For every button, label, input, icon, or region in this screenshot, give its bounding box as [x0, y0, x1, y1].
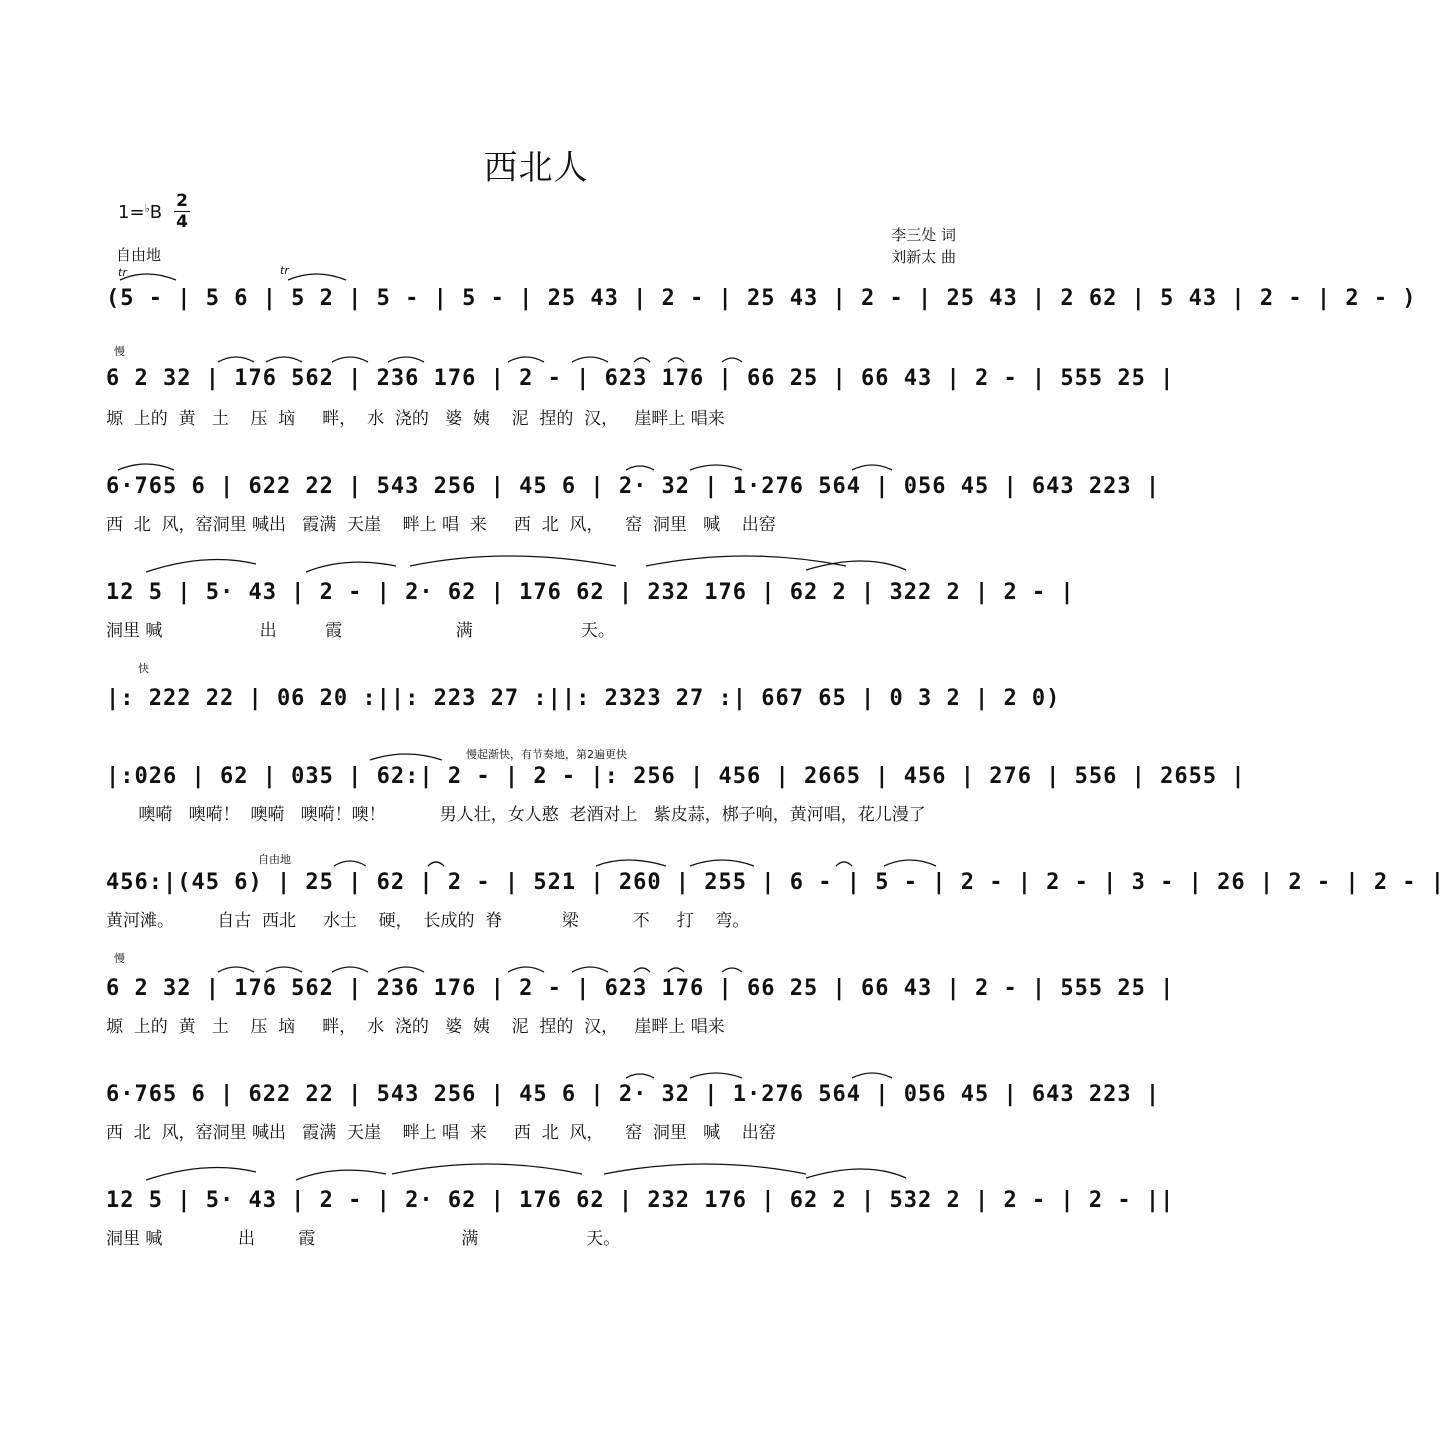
time-numerator: 2: [176, 191, 188, 211]
song-title: 西北人: [483, 148, 589, 188]
key-prefix: 1=: [118, 202, 145, 223]
lyrics-line-6: 噢嗬 噢嗬！ 噢嗬 噢嗬！噢！ 男人壮，女人憨 老酒对上 紫皮蒜，梆子响，黄河唱，花儿漫了: [106, 805, 926, 825]
lyrics-line-9: 西 北 风，窑洞里 喊出 霞满 天崖 畔上 唱 来 西 北 风， 窑 洞里 喊 出窑: [106, 1123, 776, 1143]
melody-line-6: |:026 | 62 | 035 | 62:| 2 - | 2 - |: 256 | 456 | 2665 | 456 | 276 | 556 | 2655 |: [106, 764, 1246, 789]
lyrics-line-10: 洞里 喊 出 霞 满 天。: [106, 1229, 621, 1249]
staff-row-2: [106, 364, 1175, 429]
staff-row-4: [106, 578, 1075, 641]
key-note: B: [149, 202, 163, 223]
lyrics-line-3: 西 北 风，窑洞里 喊出 霞满 天崖 畔上 唱 来 西 北 风， 窑 洞里 喊 出窑: [106, 515, 776, 535]
staff-row-9: [106, 1080, 1161, 1143]
tempo-mark-intro: 自由地: [116, 246, 162, 264]
tempo-mark-slow-1: 慢: [114, 345, 125, 358]
melody-line-2: 6 2 32 | 176 562 | 236 176 | 2 - | 623 176 | 66 25 | 66 43 | 2 - | 555 25 |: [106, 366, 1175, 391]
tempo-mark-fast: 快: [138, 662, 149, 675]
tempo-mark-accel: 慢起渐快，有节奏地，第2遍更快: [466, 748, 627, 761]
melody-line-5: |: 222 22 | 06 20 :||: 223 27 :||: 2323 27 :| 667 65 | 0 3 2 | 2 0): [106, 686, 1061, 711]
time-signature: [174, 192, 190, 231]
flat-sign: ♭: [144, 202, 150, 215]
tempo-mark-slow-2: 慢: [114, 952, 125, 965]
trill-mark-2: tr: [280, 264, 289, 277]
lyrics-line-7: 黄河滩。 自古 西北 水土 硬， 长成的 脊 梁 不 打 弯。: [106, 911, 750, 931]
staff-row-7: [106, 868, 1445, 931]
melody-line-1: (5 - | 5 6 | 5 2 | 5 - | 5 - | 25 43 | 2 - | 25 43 | 2 - | 25 43 | 2 62 | 5 43 | 2 - | 2 - ): [106, 286, 1417, 311]
staff-row-10: [106, 1186, 1175, 1249]
staff-row-5: [106, 684, 1061, 724]
lyrics-line-4: 洞里 喊 出 霞 满 天。: [106, 621, 615, 641]
tempo-mark-free-2: 自由地: [258, 853, 291, 866]
melody-line-8: 6 2 32 | 176 562 | 236 176 | 2 - | 623 176 | 66 25 | 66 43 | 2 - | 555 25 |: [106, 976, 1175, 1001]
lyrics-line-8: 塬 上的 黄 土 压 垴 畔， 水 浇的 婆 姨 泥 捏的 汉， 崖畔上 唱来: [106, 1017, 725, 1037]
melody-line-4: 12 5 | 5· 43 | 2 - | 2· 62 | 176 62 | 232 176 | 62 2 | 322 2 | 2 - |: [106, 580, 1075, 605]
staff-row-6: [106, 762, 1246, 825]
melody-line-7: 456:|(45 6) | 25 | 62 | 2 - | 521 | 260 | 255 | 6 - | 5 - | 2 - | 2 - | 3 - | 26 | 2 - | 2 - |: [106, 870, 1445, 895]
staff-row-8: [106, 974, 1175, 1037]
key-signature: [118, 202, 162, 223]
melody-line-3: 6·765 6 | 622 22 | 543 256 | 45 6 | 2· 32 | 1·276 564 | 056 45 | 643 223 |: [106, 474, 1161, 499]
lyrics-line-2: 塬 上的 黄 土 压 垴 畔， 水 浇的 婆 姨 泥 捏的 汉， 崖畔上 唱来: [106, 409, 725, 429]
time-denominator: 4: [176, 212, 188, 232]
staff-row-3: [106, 472, 1161, 535]
melody-line-10: 12 5 | 5· 43 | 2 - | 2· 62 | 176 62 | 232 176 | 62 2 | 532 2 | 2 - | 2 - ||: [106, 1188, 1175, 1213]
trill-mark-1: tr: [118, 266, 127, 279]
composer-credit: 刘新太 曲: [891, 248, 956, 266]
staff-row-1: [106, 284, 1417, 324]
lyricist-credit: 李三处 词: [891, 226, 956, 244]
melody-line-9: 6·765 6 | 622 22 | 543 256 | 45 6 | 2· 32 | 1·276 564 | 056 45 | 643 223 |: [106, 1082, 1161, 1107]
